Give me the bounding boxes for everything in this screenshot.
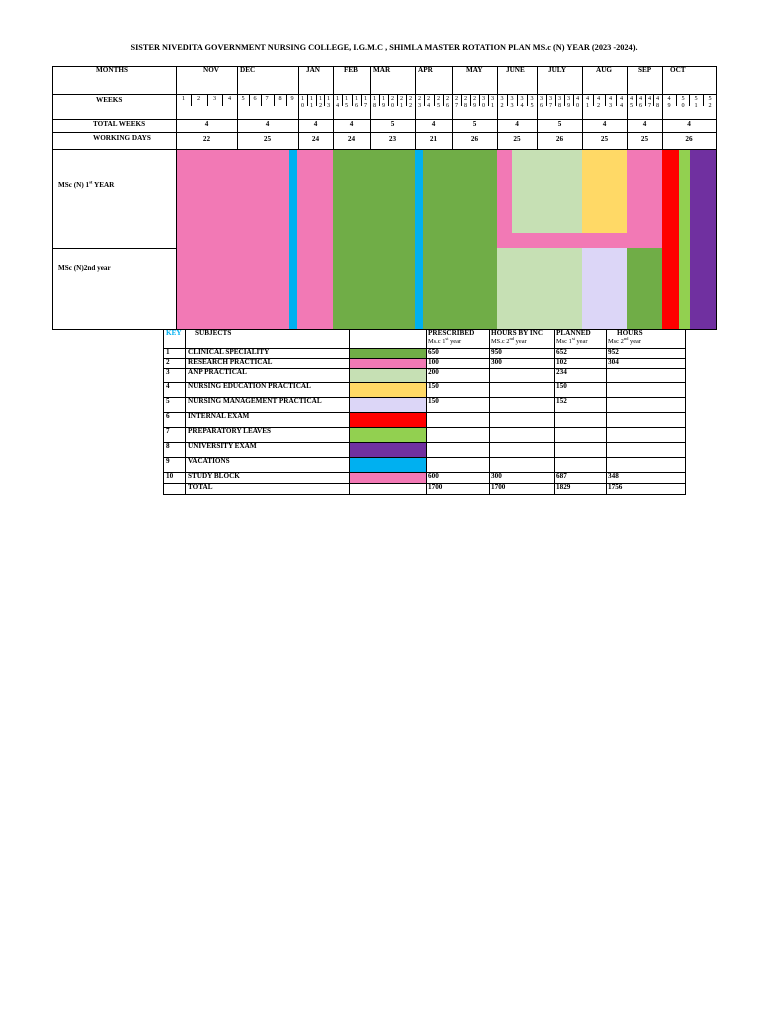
grid-line [554, 329, 555, 494]
week-23: 2 3 [417, 95, 422, 109]
clinical-block [333, 149, 415, 329]
grid-line [489, 329, 490, 494]
key-swatch [350, 473, 426, 483]
grid-line [52, 119, 717, 120]
university-exam-block [690, 149, 716, 329]
key-row-planned: 234 [556, 368, 567, 376]
key-row-hours-by-inc: 950 [491, 348, 502, 356]
vacation-block [289, 149, 297, 329]
management-block [582, 248, 627, 329]
key-row-subject: PREPARATORY LEAVES [188, 427, 272, 435]
working-days-july: 26 [555, 135, 564, 143]
key-row-num: 10 [166, 472, 174, 480]
month-jan: JAN [306, 66, 320, 74]
key-row-subject: UNIVERSITY EXAM [188, 442, 257, 450]
key-row-subject: RESEARCH PRACTICAL [188, 358, 273, 366]
week-10: 1 0 [300, 95, 305, 109]
month-july: JULY [548, 66, 567, 74]
week-52: 5 2 [708, 95, 712, 109]
working-days-feb: 24 [347, 135, 356, 143]
key-row-subject: ANP PRACTICAL [188, 368, 247, 376]
vacation-block [415, 149, 423, 329]
working-days-oct: 26 [685, 135, 693, 143]
week-32: 3 2 [500, 95, 504, 109]
total-weeks-july: 5 [557, 120, 562, 128]
key-row-subject: VACATIONS [188, 457, 230, 465]
grid-line [52, 149, 717, 150]
planned-header: PLANNED [556, 329, 591, 337]
hours-by-inc-subheader: MS.c 2nd year [491, 335, 527, 345]
key-row-hours: 952 [608, 348, 619, 356]
week-37: 3 7 [548, 95, 553, 109]
key-row-planned: 150 [556, 382, 567, 390]
key-swatch [350, 383, 426, 397]
working-days-mar: 23 [388, 135, 397, 143]
total-weeks-may: 5 [472, 120, 477, 128]
key-row-num: 3 [166, 368, 170, 376]
week-8: 8 [278, 95, 282, 102]
week-42: 4 2 [596, 95, 601, 109]
total-weeks-apr: 4 [431, 120, 436, 128]
working-days-nov: 22 [202, 135, 211, 143]
key-row-num: 7 [166, 427, 170, 435]
week-35: 3 5 [530, 95, 534, 109]
grid-line [426, 329, 427, 494]
grid-line [176, 66, 177, 330]
preparatory-block [679, 149, 690, 329]
total-weeks-dec: 4 [265, 120, 270, 128]
key-row-subject: CLINICAL SPECIALITY [188, 348, 270, 356]
month-dec: DEC [240, 66, 256, 74]
key-row-num: 5 [166, 397, 170, 405]
grid-line [52, 132, 717, 133]
week-14: 1 4 [335, 95, 340, 109]
week-46: 4 6 [638, 95, 643, 109]
key-swatch [350, 369, 426, 382]
key-row-planned: 1829 [556, 483, 571, 491]
grid-line [52, 248, 176, 249]
key-swatch [350, 428, 426, 442]
week-1: 1 [181, 95, 186, 102]
total-weeks-aug: 4 [602, 120, 607, 128]
planned-subheader: Msc 1st year [556, 335, 588, 345]
total-weeks-mar: 5 [390, 120, 395, 128]
key-swatch [350, 349, 426, 358]
week-34: 3 4 [520, 95, 524, 109]
key-swatch [350, 443, 426, 457]
working-days-sep: 25 [640, 135, 649, 143]
key-row-planned: 102 [556, 358, 567, 366]
total-weeks-oct: 4 [687, 120, 691, 128]
month-may: MAY [466, 66, 483, 74]
key-row-hours: 348 [608, 472, 619, 480]
key-row-prescribed: 200 [428, 368, 439, 376]
key-header: KEY [166, 329, 182, 337]
week-7: 7 [265, 95, 269, 102]
week-11: 1 1 [309, 95, 314, 109]
key-row-subject: NURSING EDUCATION PRACTICAL [188, 382, 311, 390]
key-row-hours-by-inc: 300 [491, 358, 502, 366]
key-row-num: 2 [166, 358, 170, 366]
week-31: 3 1 [490, 95, 495, 109]
week-43: 4 3 [608, 95, 613, 109]
key-row-prescribed: 150 [428, 382, 439, 390]
key-swatch [350, 359, 426, 368]
internal-exam-block [662, 149, 679, 329]
page-title: SISTER NIVEDITA GOVERNMENT NURSING COLLEGE, I.G.M.C , SHIMLA MASTER ROTATION PLAN MS.c (N) YEAR (2023 -2024). [130, 43, 638, 52]
week-21: 2 1 [399, 95, 404, 109]
week-45: 4 5 [629, 95, 634, 109]
week-41: 4 1 [585, 95, 590, 109]
key-row-hours-by-inc: 300 [491, 472, 502, 480]
total-weeks-june: 4 [515, 120, 519, 128]
month-feb: FEB [344, 66, 358, 74]
week-48: 4 8 [655, 95, 660, 109]
month-oct: OCT [670, 66, 686, 74]
key-row-num: 8 [166, 442, 170, 450]
key-row-subject: TOTAL [188, 483, 213, 491]
key-row-planned: 152 [556, 397, 567, 405]
week-30: 3 0 [481, 95, 486, 109]
research-block [497, 233, 627, 248]
prescribed-subheader: Ms.c 1st year [428, 335, 462, 345]
anp-block [497, 248, 582, 329]
month-mar: MAR [373, 66, 391, 74]
week-9: 9 [290, 95, 294, 102]
key-row-hours: 1756 [608, 483, 623, 491]
months-label: MONTHS [96, 66, 128, 74]
education-block [582, 149, 627, 233]
week-4: 4 [227, 95, 232, 102]
study-block [297, 149, 333, 329]
month-aug: AUG [596, 66, 612, 74]
week-28: 2 8 [463, 95, 468, 109]
working-days-dec: 25 [263, 135, 272, 143]
working-days-jan: 24 [311, 135, 320, 143]
key-row-num: 9 [166, 457, 170, 465]
msc-2nd-year-label: MSc (N)2nd year [58, 264, 111, 272]
key-row-planned: 687 [556, 472, 567, 480]
month-sep: SEP [638, 66, 652, 74]
week-3: 3 [212, 95, 217, 102]
week-33: 3 3 [510, 95, 514, 109]
week-40: 4 0 [575, 95, 580, 109]
working-days-june: 25 [513, 135, 521, 143]
key-row-prescribed: 150 [428, 397, 439, 405]
grid-line [185, 329, 186, 494]
week-17: 1 7 [363, 95, 368, 109]
week-49: 4 9 [667, 95, 671, 109]
grid-line [685, 329, 686, 494]
key-row-num: 1 [166, 348, 170, 356]
key-swatch [350, 413, 426, 427]
key-row-prescribed: 1700 [428, 483, 443, 491]
total-weeks-nov: 4 [204, 120, 209, 128]
month-june: JUNE [506, 66, 525, 74]
week-12: 1 2 [318, 95, 323, 109]
study-block [176, 149, 289, 329]
key-row-prescribed: 100 [428, 358, 439, 366]
key-row-hours-by-inc: 1700 [491, 483, 506, 491]
working-days-apr: 21 [429, 135, 438, 143]
key-row-prescribed: 650 [428, 348, 439, 356]
week-24: 2 4 [426, 95, 431, 109]
grid-line [163, 329, 164, 494]
week-50: 5 0 [681, 95, 685, 109]
week-2: 2 [196, 95, 201, 102]
total-weeks-label: TOTAL WEEKS [93, 120, 146, 128]
grid-line [606, 329, 607, 494]
key-row-subject: INTERNAL EXAM [188, 412, 250, 420]
key-row-hours: 304 [608, 358, 619, 366]
key-swatch [350, 458, 426, 472]
total-weeks-feb: 4 [349, 120, 354, 128]
week-47: 4 7 [647, 95, 652, 109]
hours-subheader: Msc 2nd year [608, 335, 642, 345]
working-days-may: 26 [470, 135, 479, 143]
key-row-planned: 652 [556, 348, 567, 356]
key-row-prescribed: 600 [428, 472, 439, 480]
week-27: 2 7 [454, 95, 459, 109]
key-row-subject: NURSING MANAGEMENT PRACTICAL [188, 397, 322, 405]
grid-line [52, 66, 53, 330]
week-19: 1 9 [381, 95, 386, 109]
week-26: 2 6 [445, 95, 450, 109]
research-block [497, 149, 512, 233]
hours-header: HOURS [617, 329, 643, 337]
week-6: 6 [253, 95, 257, 102]
week-5: 5 [241, 95, 245, 102]
week-18: 1 8 [372, 95, 377, 109]
week-38: 3 8 [557, 95, 562, 109]
week-25: 2 5 [436, 95, 441, 109]
grid-line [163, 494, 686, 495]
prescribed-header: PRESCRIBED [428, 329, 475, 337]
week-29: 2 9 [472, 95, 477, 109]
key-row-num: 6 [166, 412, 170, 420]
week-13: 1 3 [326, 95, 331, 109]
clinical-block [423, 149, 497, 329]
total-weeks-jan: 4 [313, 120, 318, 128]
month-nov: NOV [203, 66, 219, 74]
study-block [627, 149, 662, 248]
week-44: 4 4 [619, 95, 624, 109]
msc-1st-year-label: MSc (N) 1st YEAR [58, 179, 115, 189]
working-days-label: WORKING DAYS [93, 134, 151, 142]
week-20: 2 0 [390, 95, 395, 109]
clinical-block [627, 248, 662, 329]
key-row-num: 4 [166, 382, 170, 390]
week-16: 1 6 [354, 95, 359, 109]
weeks-label: WEEKS [96, 96, 123, 104]
subjects-header: SUBJECTS [195, 329, 232, 337]
week-15: 1 5 [344, 95, 349, 109]
week-39: 3 9 [566, 95, 571, 109]
week-22: 2 2 [408, 95, 413, 109]
anp-block [512, 149, 582, 233]
key-row-subject: STUDY BLOCK [188, 472, 240, 480]
week-36: 3 6 [539, 95, 544, 109]
key-swatch [350, 398, 426, 412]
total-weeks-sep: 4 [642, 120, 647, 128]
working-days-aug: 25 [600, 135, 609, 143]
month-apr: APR [418, 66, 433, 74]
week-51: 5 1 [694, 95, 698, 109]
hours-by-inc-header: HOURS BY INC [491, 329, 544, 337]
